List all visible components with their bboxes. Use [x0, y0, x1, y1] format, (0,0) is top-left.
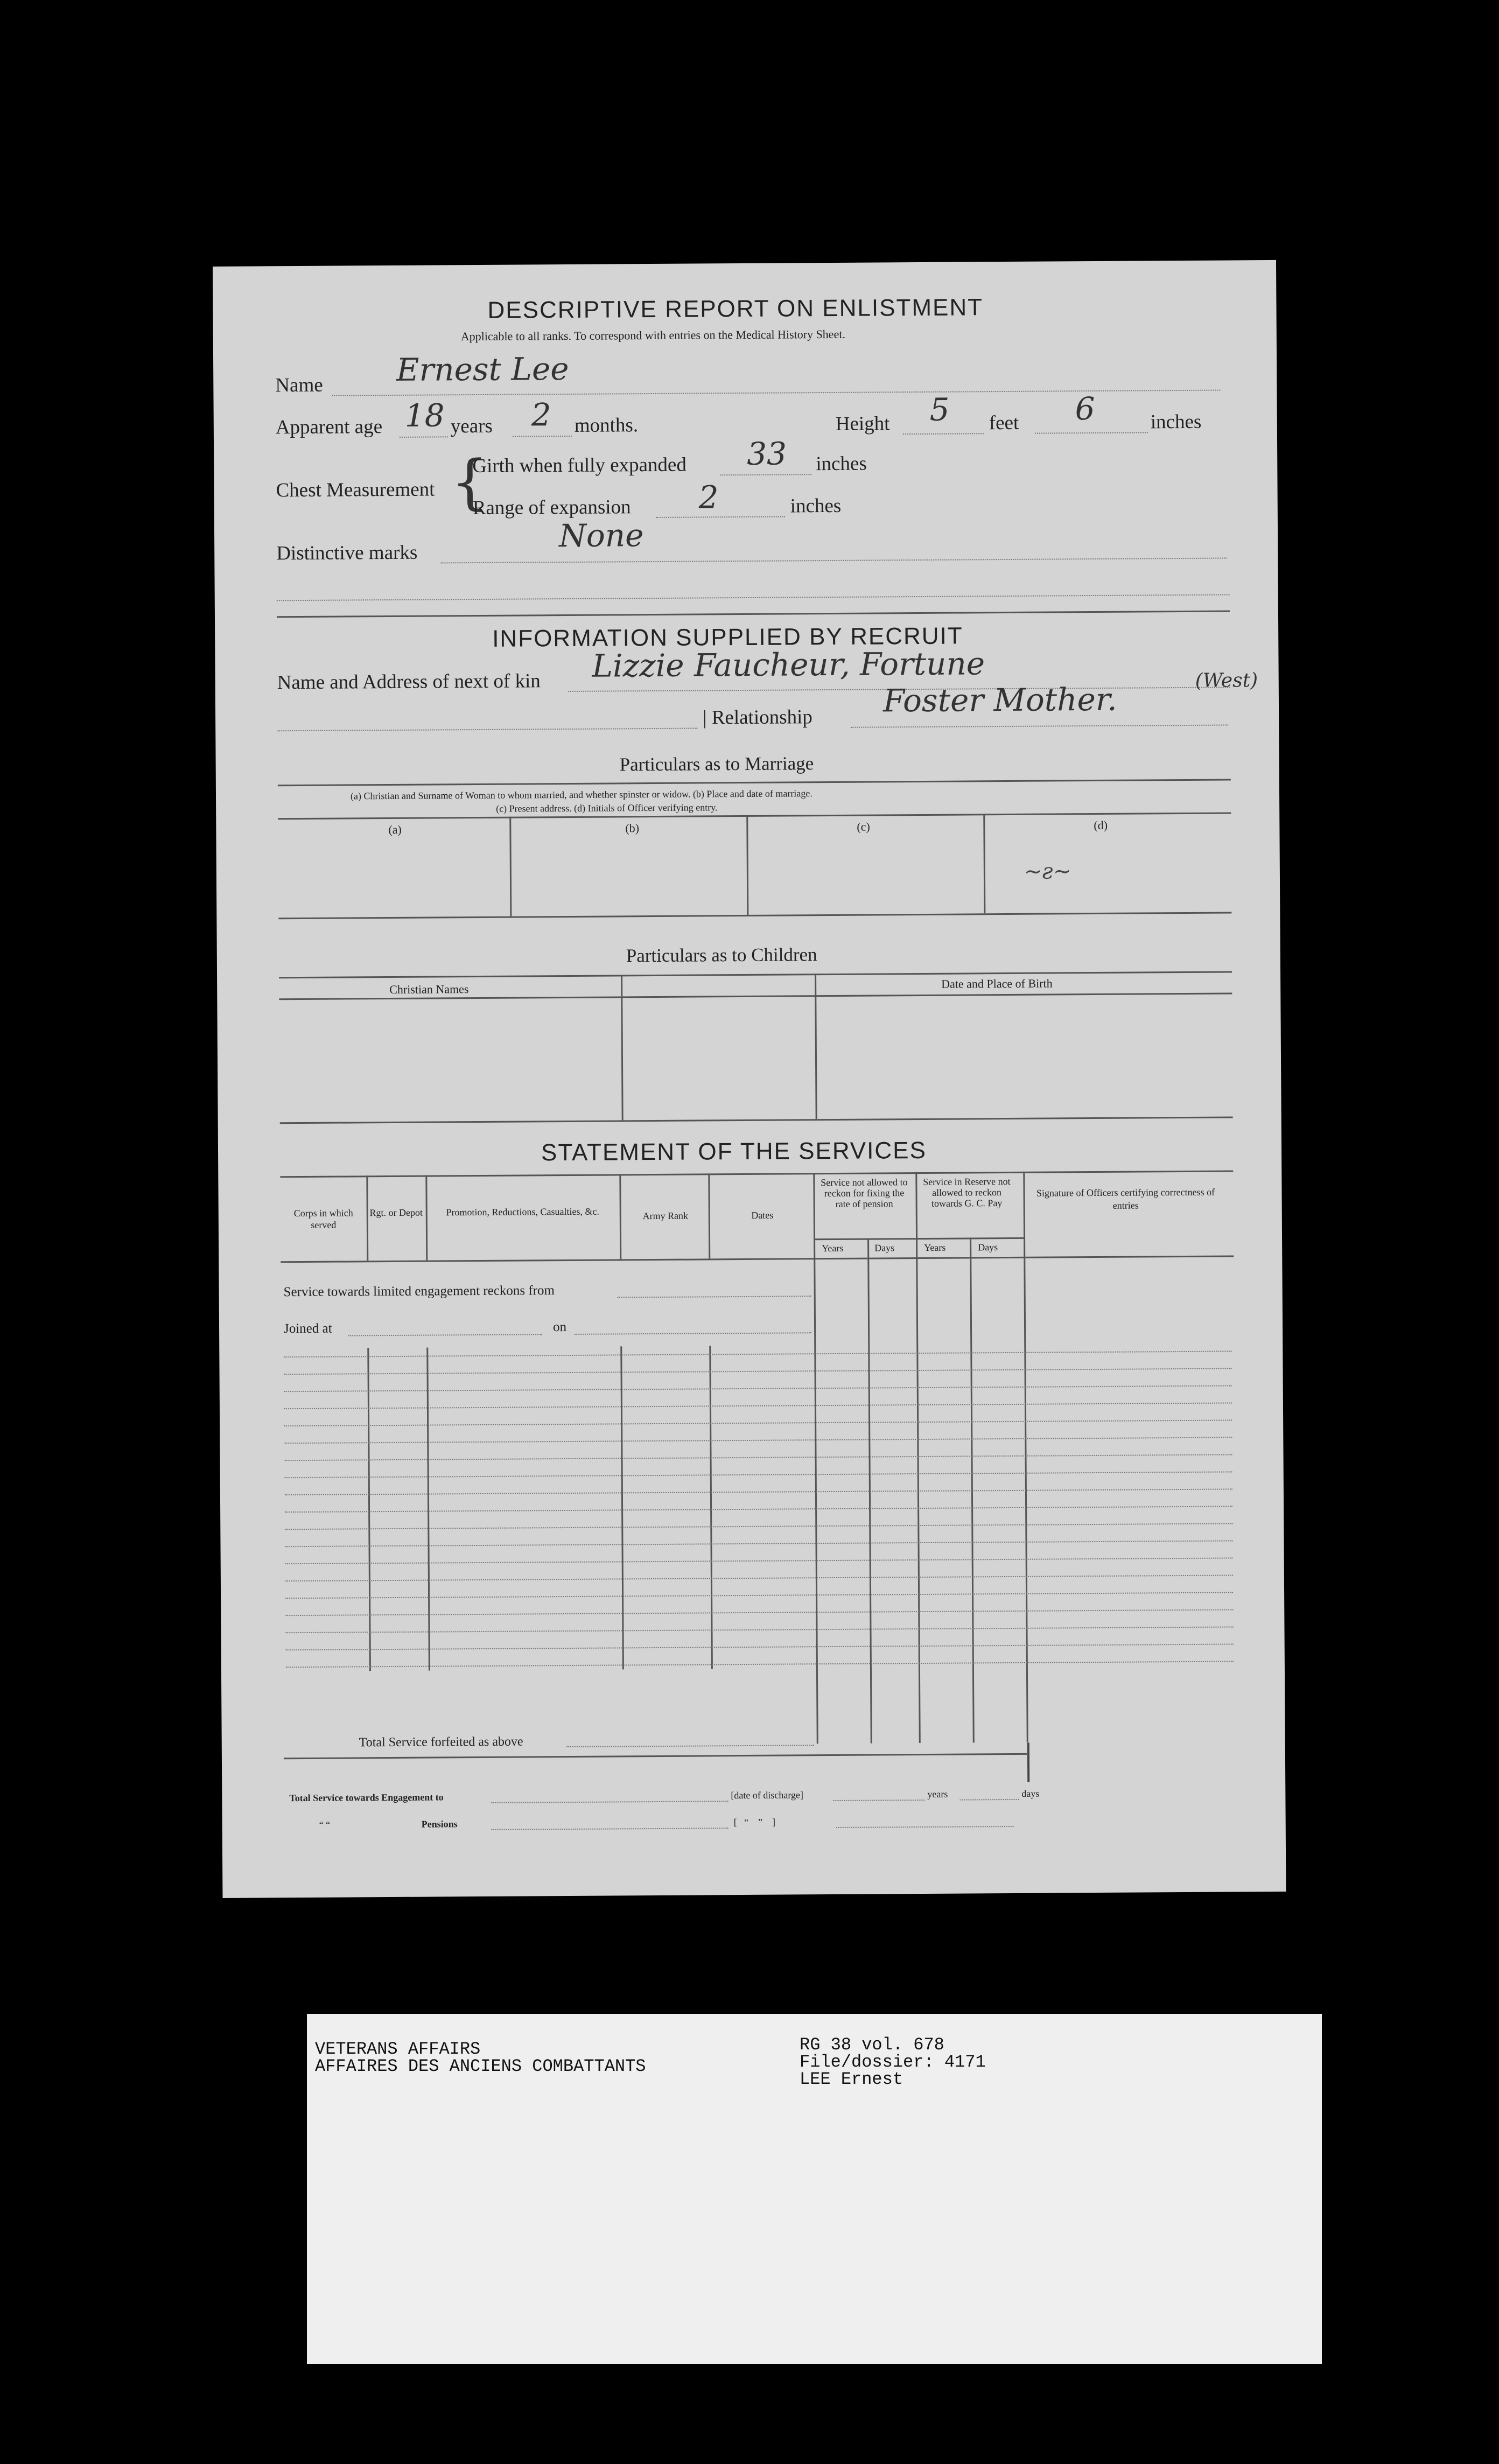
- marks-label: Distinctive marks: [276, 541, 418, 565]
- height-inches: 6: [1075, 390, 1095, 428]
- relationship-value: Foster Mother.: [882, 681, 1117, 719]
- limited-engagement-label: Service towards limited engagement reckons from: [283, 1283, 555, 1300]
- archive-ref-2: File/dossier: 4171: [800, 2052, 986, 2072]
- archive-line-2: AFFAIRES DES ANCIENS COMBATTANTS: [315, 2056, 646, 2076]
- children-title: Particulars as to Children: [626, 944, 817, 967]
- age-label: Apparent age: [275, 416, 383, 439]
- years-label: years: [450, 415, 493, 438]
- marriage-col-b: (b): [625, 821, 640, 835]
- col-rank: Army Rank: [642, 1210, 689, 1222]
- archive-ref-3: LEE Ernest: [800, 2069, 903, 2089]
- marriage-mark: ~ƨ~: [1024, 859, 1071, 884]
- girth-value: 33: [746, 435, 787, 472]
- age-months: 2: [531, 396, 551, 433]
- col-promotion: Promotion, Reductions, Casualties, &c.: [446, 1206, 600, 1218]
- pension-days: Days: [874, 1242, 895, 1254]
- recruit-title: INFORMATION SUPPLIED BY RECRUIT: [492, 622, 963, 652]
- range-value: 2: [698, 479, 719, 516]
- marriage-note-1: (a) Christian and Surname of Woman to whom married, and whether spinster or widow. (b) Place and date of marriage.: [350, 788, 812, 802]
- col-pension: Service not allowed to reckon for fixing the rate of pension: [821, 1177, 908, 1209]
- col-signature: Signature of Officers certifying correctness of entries: [1036, 1186, 1215, 1211]
- total-engagement-label: Total Service towards Engagement to: [289, 1791, 444, 1804]
- archive-ref-1: RG 38 vol. 678: [800, 2035, 944, 2055]
- enlistment-form: [213, 260, 1286, 1898]
- col-rgt: Rgt. or Depot: [369, 1207, 423, 1219]
- range-unit: inches: [790, 494, 842, 517]
- feet-label: feet: [989, 411, 1019, 435]
- name-label: Name: [275, 374, 323, 397]
- kin-label: Name and Address of next of kin: [277, 670, 541, 694]
- col-dates: Dates: [751, 1209, 774, 1221]
- kin-extra: (West): [1195, 669, 1258, 692]
- marks-value: None: [558, 517, 644, 555]
- pensions-label: Pensions: [421, 1818, 458, 1830]
- marriage-note-2: (c) Present address. (d) Initials of Officer verifying entry.: [496, 802, 718, 814]
- date-of-discharge: [date of discharge]: [731, 1789, 804, 1801]
- height-feet: 5: [929, 391, 950, 428]
- marriage-col-d: (d): [1094, 818, 1108, 832]
- archive-label-card: [307, 2014, 1322, 2364]
- pensions-ditto: “ “: [319, 1819, 331, 1830]
- chest-label: Chest Measurement: [276, 478, 435, 502]
- height-label: Height: [835, 412, 890, 435]
- service-rows: [213, 260, 1276, 267]
- gc-days: Days: [978, 1242, 998, 1253]
- days-word: days: [1021, 1788, 1040, 1799]
- form-subtitle: Applicable to all ranks. To correspond with entries on the Medical History Sheet.: [460, 327, 845, 344]
- children-col-names: Christian Names: [389, 982, 469, 997]
- inches-label: inches: [1150, 410, 1202, 433]
- total-brace: |: [1024, 1734, 1033, 1782]
- services-title: STATEMENT OF THE SERVICES: [541, 1137, 927, 1166]
- col-corps: Corps in which served: [293, 1207, 353, 1230]
- years-word: years: [927, 1788, 948, 1800]
- marriage-col-c: (c): [857, 820, 870, 834]
- relationship-text: Relationship: [711, 706, 812, 729]
- pensions-bracket: [ “ ” ]: [733, 1816, 776, 1828]
- forfeited-label: Total Service forfeited as above: [359, 1734, 523, 1750]
- gc-years: Years: [924, 1242, 946, 1253]
- joined-label: Joined at: [283, 1321, 332, 1336]
- chest-brace: {: [451, 447, 489, 517]
- age-years: 18: [404, 397, 445, 434]
- archive-line-1: VETERANS AFFAIRS: [315, 2039, 481, 2059]
- on-label: on: [552, 1320, 567, 1335]
- col-gc: Service in Reserve not allowed to reckon towards G. C. Pay: [923, 1175, 1011, 1209]
- months-label: months.: [574, 414, 639, 437]
- form-title: DESCRIPTIVE REPORT ON ENLISTMENT: [487, 294, 984, 324]
- girth-label: Girth when fully expanded: [472, 453, 687, 478]
- range-label: Range of expansion: [472, 496, 631, 520]
- kin-value: Lizzie Faucheur, Fortune: [592, 645, 985, 684]
- girth-unit: inches: [816, 452, 867, 475]
- marriage-col-a: (a): [388, 822, 402, 837]
- name-value: Ernest Lee: [396, 350, 569, 388]
- marriage-title: Particulars as to Marriage: [619, 753, 814, 775]
- relationship-label: | Relationship: [703, 706, 812, 729]
- pension-years: Years: [822, 1242, 844, 1254]
- children-col-birth: Date and Place of Birth: [941, 976, 1053, 991]
